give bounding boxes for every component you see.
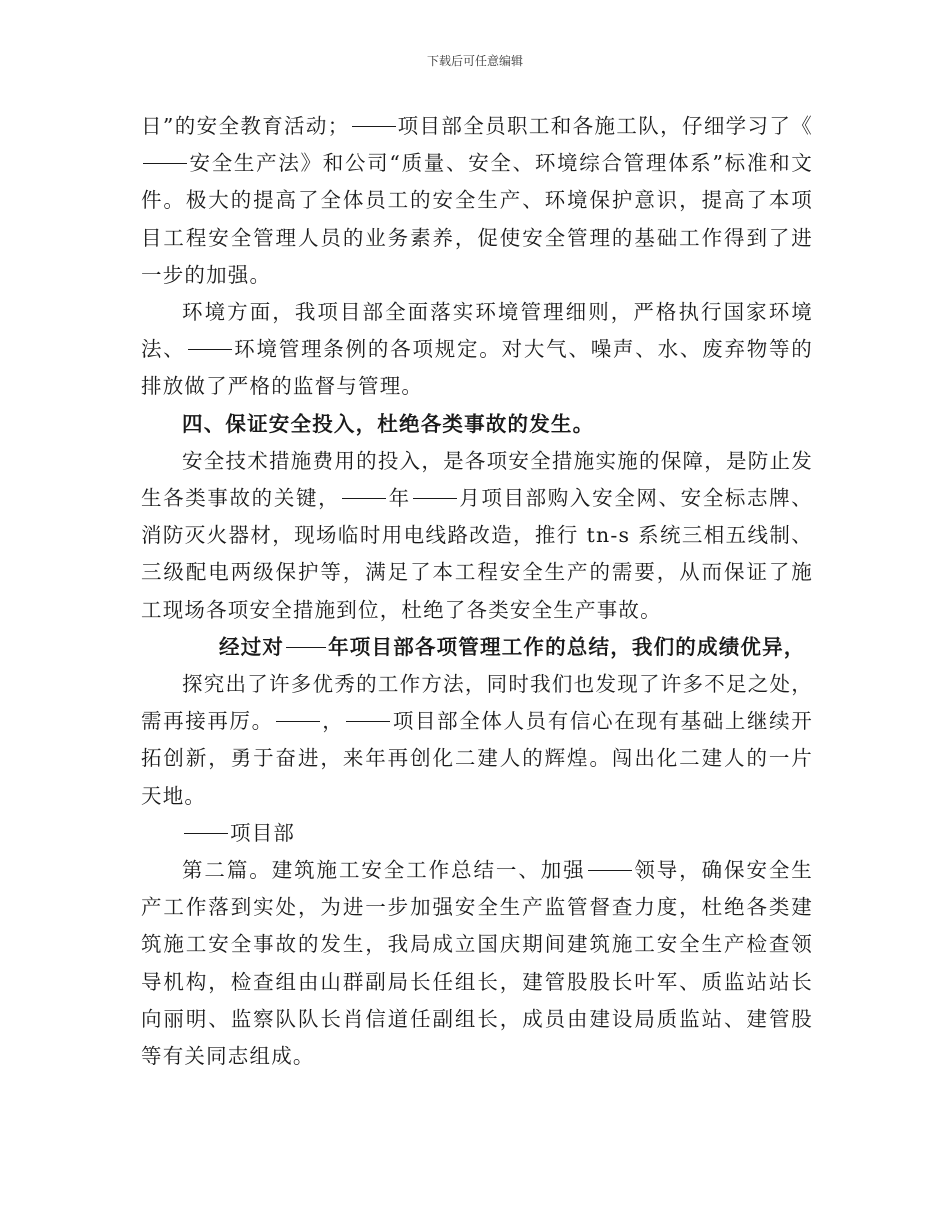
blank xyxy=(413,497,457,499)
paragraph-safety-education: 日”的安全教育活动； 项目部全员职工和各施工队，仔细学习了《安全生产法》和公司“质量、安全、环境综合管理体系”标准和文件。极大的提高了全体员工的安全生产、环境保护意识，提高了本项目工程安全管理人员的业务素养，促使安全管理的基础工作得到了进一步的加强。 xyxy=(141,114,813,287)
blank xyxy=(286,646,326,648)
paragraph-safety-investment: 安全技术措施费用的投入，是各项安全措施实施的保障，是防止发生各类事故的关键， 年 月项目部购入安全网、安全标志牌、消防灭火器材，现场临时用电线路改造，推行 tn-s 系统三相五线制、三级配电两级保护等，满足了本工程安全生产的需要，从而保证了施工现场各项安全措施到位，杜绝了各类安全生产事故。 xyxy=(141,448,813,622)
blank xyxy=(188,348,232,350)
summary-line: 经过对 年项目部各项管理工作的总结，我们的成绩优异， xyxy=(219,634,806,659)
blank xyxy=(588,869,632,871)
blank xyxy=(346,720,390,722)
section-heading-4: 四、保证安全投入，杜绝各类事故的发生。 xyxy=(182,411,595,436)
blank xyxy=(184,832,228,834)
paragraph-conclusion: 探究出了许多优秀的工作方法，同时我们也发现了许多不足之处，需再接再厉。 ， 项目部全体人员有信心在现有基础上继续开拓创新，勇于奋进，来年再创化二建人的辉煌。闯出化二建人的一片天地。 xyxy=(141,672,813,808)
paragraph-environment: 环境方面，我项目部全面落实环境管理细则，严格执行国家环境法、 环境管理条例的各项规定。对大气、噪声、水、废弃物等的排放做了严格的监督与管理。 xyxy=(141,300,813,399)
page-header: 下载后可任意编辑 xyxy=(426,54,523,68)
paragraph-part-two: 第二篇。建筑施工安全工作总结一、加强 领导，确保安全生产工作落到实处，为进一步加强安全生产监管督查力度，杜绝各类建筑施工安全事故的发生，我局成立国庆期间建筑施工安全生产检查领导机构，检查组由山群副局长任组长，建管股股长叶军、质监站站长向丽明、监察队队长肖信道任副组长，成员由建设局质监站、建管股等有关同志组成。 xyxy=(141,858,813,1069)
signature-line: 项目部 xyxy=(141,815,813,852)
blank xyxy=(143,162,187,164)
blank xyxy=(276,720,320,722)
document-body xyxy=(141,108,813,1075)
blank xyxy=(352,125,396,127)
blank xyxy=(342,497,386,499)
